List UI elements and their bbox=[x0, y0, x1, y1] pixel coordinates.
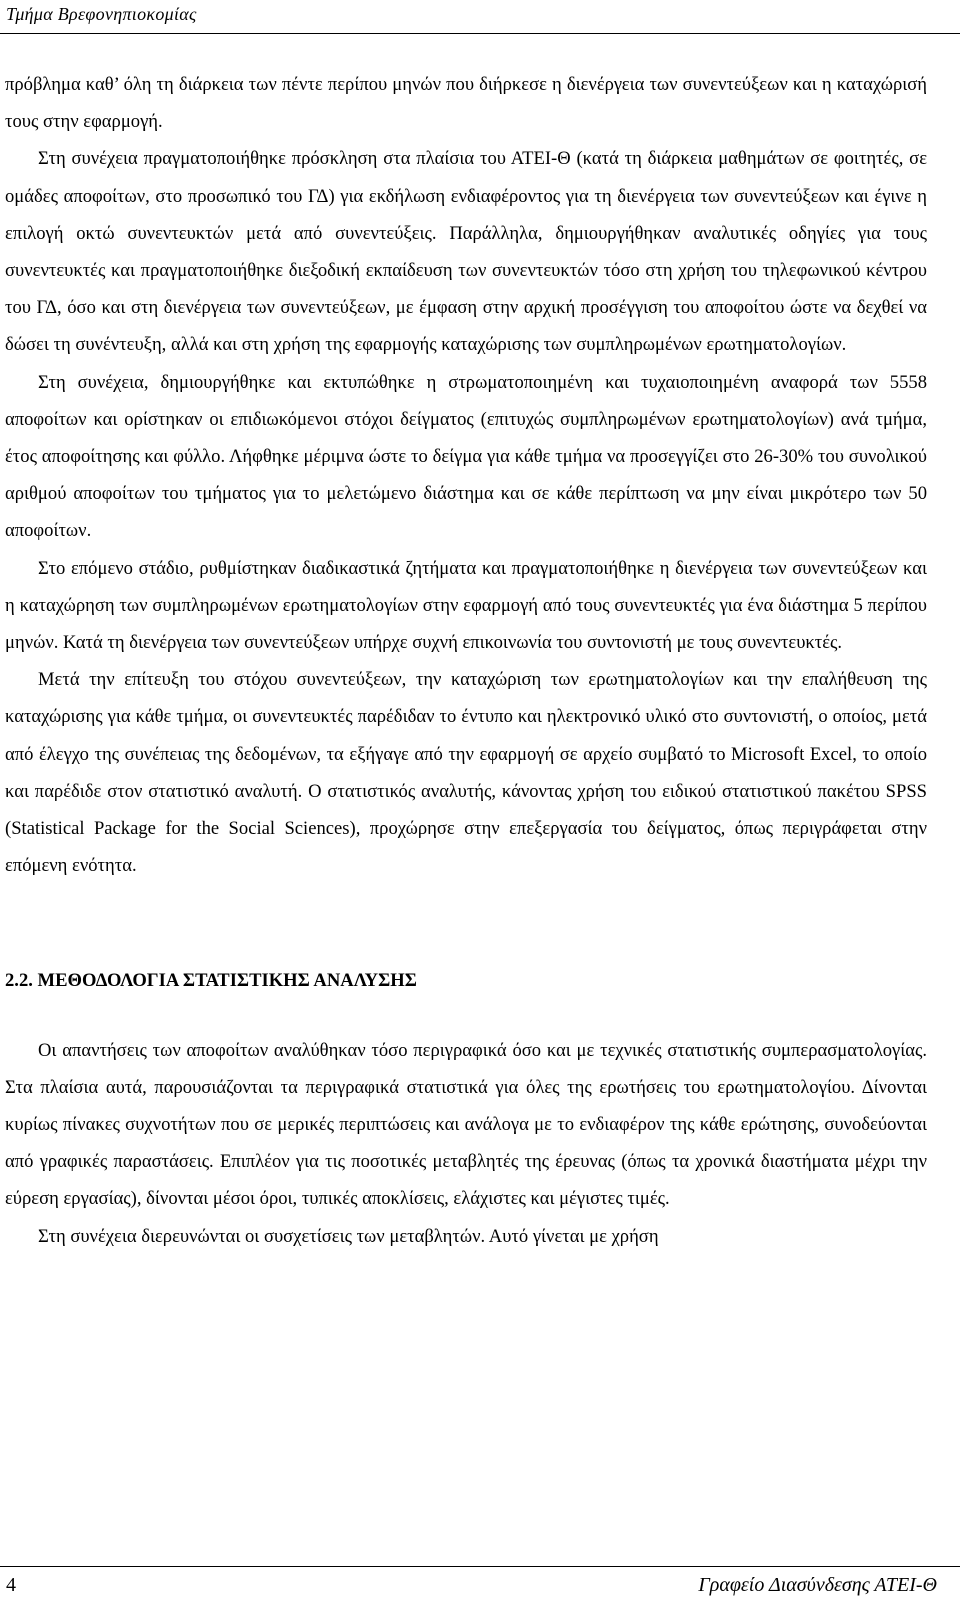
document-body bbox=[5, 66, 927, 1255]
spacer bbox=[5, 1000, 927, 1032]
footer-divider bbox=[0, 1566, 960, 1567]
paragraph: Στο επόμενο στάδιο, ρυθμίστηκαν διαδικαστικά ζητήματα και πραγματοποιήθηκε η διενέργεια των συνεντεύξεων και η καταχώρηση των συμπληρωμένων ερωτηματολογίων στην εφαρμογή από τους συνεντευκτές για ένα διάστημα 5 περίπου μηνών. Κατά τη διενέργεια των συνεντεύξεων υπήρχε συχνή επικοινωνία του συντονιστή με τους συνεντευκτές. bbox=[5, 557, 927, 654]
paragraph: Μετά την επίτευξη του στόχου συνεντεύξεων, την καταχώριση των ερωτηματολογίων και την επαλήθευση της καταχώρισης για κάθε τμήμα, οι συνεντευκτές παρέδιδαν το έντυπο και ηλεκτρονικό υλικό στο συντονιστή, ο οποίος, μετά από έλεγχο της συνέπειας της δεδομένων, τα εξήγαγε από την εφαρμογή σε αρχείο συμβατό το Microsoft Excel, το οποίο και παρέδιδε στον στατιστικό αναλυτή. Ο στατιστικός αναλυτής, κάνοντας χρήση του ειδικού στατιστικού πακέτου SPSS (Statistical Package for the Social Sciences), προχώρησε στην επεξεργασία του δείγματος, όπως περιγράφεται στην επόμενη ενότητα. bbox=[5, 669, 927, 877]
page-number: 4 bbox=[6, 1574, 16, 1596]
paragraph: Στη συνέχεια πραγματοποιήθηκε πρόσκληση στα πλαίσια του ΑΤΕΙ-Θ (κατά τη διάρκεια μαθημάτων σε φοιτητές, σε ομάδες αποφοίτων, στο προσωπικό του ΓΔ) για εκδήλωση ενδιαφέροντος για τη διενέργεια των συνεντεύξεων και έγινε η επιλογή οκτώ συνεντευκτών μετά από συνεντεύξεις. Παράλληλα, δημιουργήθηκαν αναλυτικές οδηγίες για τους συνεντευκτές και πραγματοποιήθηκε διεξοδική εκπαίδευση των συνεντευκτών τόσο στη χρήση του τηλεφωνικού κέντρου του ΓΔ, όσο και στη διενέργεια των συνεντεύξεων, με έμφαση στην αρχική προσέγγιση του αποφοίτου ώστε να δεχθεί να δώσει τη συνέντευξη, αλλά και στη χρήση της εφαρμογής καταχώρισης των συμπληρωμένων ερωτηματολογίων. bbox=[5, 148, 927, 356]
footer-office-name: Γραφείο Διασύνδεσης ΑΤΕΙ-Θ bbox=[698, 1574, 937, 1596]
paragraph: πρόβλημα καθ’ όλη τη διάρκεια των πέντε περίπου μηνών που διήρκεσε η διενέργεια των συνεντεύξεων και η καταχώρισή τους στην εφαρμογή. bbox=[5, 74, 927, 133]
running-header: Τμήμα Βρεφονηπιοκομίας bbox=[6, 4, 197, 24]
section-heading: 2.2. ΜΕΘΟΔΟΛΟΓΙΑ ΣΤΑΤΙΣΤΙΚΗΣ ΑΝΑΛΥΣΗΣ bbox=[5, 970, 417, 992]
header-divider bbox=[0, 33, 960, 34]
paragraph: Οι απαντήσεις των αποφοίτων αναλύθηκαν τόσο περιγραφικά όσο και με τεχνικές στατιστικής συμπερασματολογίας. Στα πλαίσια αυτά, παρουσιάζονται τα περιγραφικά στατιστικά για όλες της ερωτήσεις του ερωτηματολογίου. Δίνονται κυρίως πίνακες συχνοτήτων που σε μερικές περιπτώσεις και ανάλογα με το ενδιαφέρον της κάθε ερώτησης, συνοδεύονται από γραφικές παραστάσεις. Επιπλέον για τις ποσοτικές μεταβλητές της έρευνας (όπως τα χρονικά διαστήματα μέχρι την εύρεση εργασίας), δίνονται μέσοι όροι, τυπικές αποκλίσεις, ελάχιστες και μέγιστες τιμές. bbox=[5, 1039, 927, 1210]
paragraph: Στη συνέχεια, δημιουργήθηκε και εκτυπώθηκε η στρωματοποιημένη και τυχαιοποιημένη αναφορά των 5558 αποφοίτων και ορίστηκαν οι επιδιωκόμενοι στόχοι δείγματος (επιτυχώς συμπληρωμένων ερωτηματολογίων) ανά τμήμα, έτος αποφοίτησης και φύλλο. Λήφθηκε μέριμνα ώστε το δείγμα για κάθε τμήμα να προσεγγίζει στο 26-30% του συνολικού αριθμού αποφοίτων του τμήματος για το μελετώμενο διάστημα και σε κάθε περίπτωση να μην είναι μικρότερο των 50 αποφοίτων. bbox=[5, 371, 927, 542]
paragraph: Στη συνέχεια διερευνώνται οι συσχετίσεις των μεταβλητών. Αυτό γίνεται με χρήση bbox=[38, 1225, 659, 1247]
spacer bbox=[5, 884, 927, 962]
